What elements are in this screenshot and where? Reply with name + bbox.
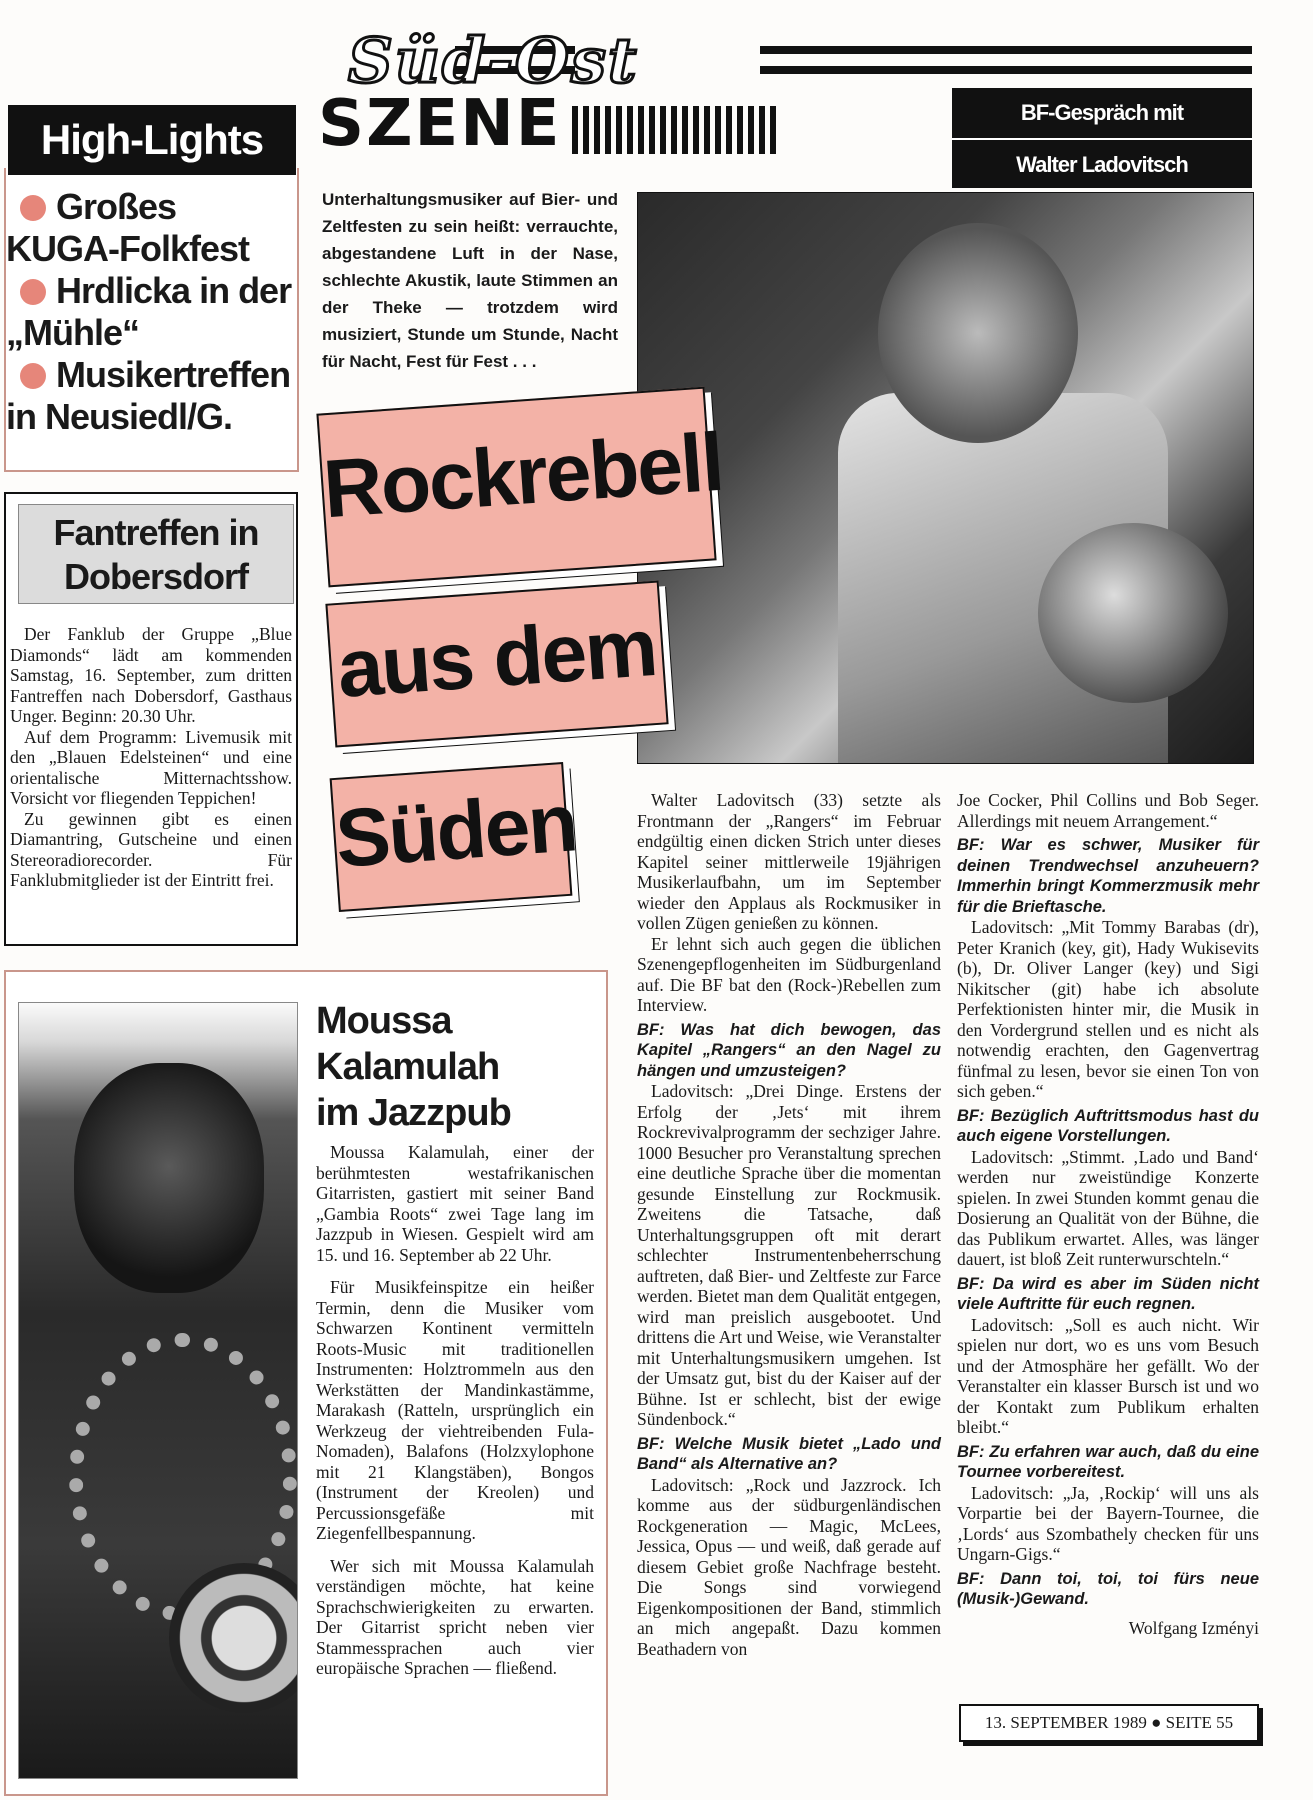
interview-question: BF: Bezüglich Auftrittsmodus hast du auch eigene Vorstellungen. (957, 1106, 1259, 1145)
moussa-photo (18, 1002, 298, 1779)
highlight-item: Hrdlicka in der „Mühle“ (6, 270, 292, 353)
bullet-dot-icon (20, 363, 46, 389)
fantreffen-paragraph: Auf dem Programm: Livemusik mit den „Blauen Edelsteinen“ und eine orientalische Mitternachtsshow. Vorsicht vor fliegenden Teppichen! (10, 726, 292, 808)
interview-header-line2: Walter Ladovitsch (952, 138, 1252, 190)
interview-question: BF: Was hat dich bewogen, das Kapitel „Rangers“ an den Nagel zu hängen und umzusteigen? (637, 1020, 941, 1080)
fantreffen-text (10, 624, 292, 891)
fantreffen-headline: Fantreffen in Dobersdorf (18, 504, 294, 604)
article-paragraph: Walter Ladovitsch (33) setzte als Frontmann der „Rangers“ im Februar endgültig einen dicken Strich unter dieses Kapitel seiner mittlerweile 19jährigen Musikerlaufbahn, um im September wieder den Applaus als Rockmusiker in vollen Zügen genießen zu können. (637, 790, 941, 933)
interview-answer: Ladovitsch: „Ja, ‚Rockip‘ will uns als Vorpartie bei der Bayern-Tournee, die ‚Lords‘ aus Szombathely checken für uns Ungarn-Gigs.“ (957, 1482, 1259, 1564)
masthead-title (318, 24, 778, 161)
interview-header (952, 88, 1252, 188)
interview-answer: Ladovitsch: „Stimmt. ‚Lado und Band‘ werden nur zweistündige Konzerte spielen. In zwei Stunden kommt genau die Dosierung an Qualität von der Bühne, die das Publikum erwartet. Alles, was länger dauert, ist bloß Zeit runterwurschteln.“ (957, 1146, 1259, 1269)
interview-question: BF: Da wird es aber im Süden nicht viele Auftritte für euch regnen. (957, 1274, 1259, 1313)
interview-answer: Ladovitsch: „Rock und Jazzrock. Ich komme aus der südburgenländischen Rockgeneration — Magic, McLees, Jessica, Opus — und weiß, daß gerade auf diesem Gebiet große Nachfrage besteht. Die Songs sind vorwiegend Eigenkompositionen der Band, stimmlich an mich angepaßt. Dazu kommen Beathadern von (637, 1474, 941, 1659)
interview-answer: Ladovitsch: „Soll es auch nicht. Wir spielen nur dort, wo es uns vom Besuch und der Atmosphäre her gefällt. Wo der Veranstalter ein klasser Bursch ist und wo der Kontakt zum Publikum erhalten bleibt.“ (957, 1314, 1259, 1437)
moussa-headline-line: Moussa (316, 1000, 452, 1042)
highlights-header: High-Lights (8, 105, 296, 175)
highlights-list (6, 186, 297, 438)
interview-question: BF: Dann toi, toi, toi fürs neue (Musik-)Gewand. (957, 1569, 1259, 1608)
masthead-stripes (572, 106, 776, 154)
moussa-headline (316, 998, 576, 1136)
interview-question: BF: War es schwer, Musiker für deinen Trendwechsel anzuheuern? Immerhin bringt Kommerzmusik mehr für die Brieftasche. (957, 836, 1259, 916)
article-paragraph: Joe Cocker, Phil Collins und Bob Seger. Allerdings mit neuem Arrangement.“ (957, 790, 1259, 831)
intro-text: Unterhaltungsmusiker auf Bier- und Zeltfesten zu sein heißt: verrauchte, abgestandene Luft in der Nase, schlechte Akustik, laute Stimmen an der Theke — trotzdem wird musiziert, Stunde um Stunde, Nacht für Nacht, Fest für Fest . . . (322, 190, 618, 371)
moussa-paragraph: Für Musikfeinspitze ein heißer Termin, denn die Musiker vom Schwarzen Kontinent vermitteln Roots-Music mit traditionellen Instrumenten: Holztrommeln aus den Werkstätten der Mandinkastämme, Marakash (Ratteln, ursprünglich ein Werkzeug der viehtreibenden Fula-Nomaden), Balafons (Holzxylophone mit 21 Klangstäben), Bongos (Instrument der Kreolen) und Percussionsgefäße mit Ziegenfellbespannung. (316, 1277, 594, 1543)
interview-answer: Ladovitsch: „Mit Tommy Barabas (dr), Peter Kranich (key, git), Hady Wukisevits (b), Dr. Oliver Langer (key) und Sigi Nikitscher (git) habe ich absolute Perfektionisten hinter mir, die Musik in den Vordergrund stellen und es nicht als notwendig erachten, den Gagenvertrag fünfmal zu lesen, bevor sie einen Ton von sich geben.“ (957, 917, 1259, 1101)
masthead-title-bottom: SZENE (318, 87, 562, 161)
article-paragraph: Er lehnt sich auch gegen die üblichen Szenengepflogenheiten im Südburgenland auf. Die BF bat den (Rock-)Rebellen zum Interview. (637, 933, 941, 1015)
moussa-text (316, 1142, 594, 1679)
interview-answer: Ladovitsch: „Drei Dinge. Erstens der Erfolg der ‚Jets‘ mit ihrem Rockrevivalprogramm der sechziger Jahre. 1000 Besucher pro Veranstaltung sprechen eine deutliche Sprache über die momentan gesunde Einstellung zur Rockmusik. Zweitens die Tatsache, daß Unterhaltungsgruppen oft mit derart schlechter Instrumentenbeherrschung auftreten, daß Bier- und Zeltfeste zur Farce werden. Bietet man dem Qualität entgegen, wird man preislich ausgebootet. Und drittens die Art und Weise, wie Veranstalter mit Unterhaltungsmusikern umgehen. Ist der Umsatz gut, bist du der Kaiser auf der Bühne. Ist er schlecht, bist der ewige Sündenbock.“ (637, 1081, 941, 1429)
headline-line-1: Rockrebell (316, 387, 716, 588)
article-column-middle (637, 790, 941, 1659)
masthead-title-top: Süd-Ost (348, 24, 639, 97)
rocker-photo (637, 192, 1254, 764)
interview-question: BF: Zu erfahren war auch, daß du eine Tournee vorbereitest. (957, 1442, 1259, 1481)
highlights-box (4, 168, 299, 472)
headline-line-2: aus dem (325, 581, 668, 748)
fantreffen-paragraph: Der Fanklub der Gruppe „Blue Diamonds“ lädt am kommenden Samstag, 16. September, zum dritten Fantreffen nach Dobersdorf, Gasthaus Unger. Beginn: 20.30 Uhr. (10, 624, 292, 726)
moussa-paragraph: Moussa Kalamulah, einer der berühmtesten westafrikanischen Gitarristen, gastiert mit seiner Band „Gambia Roots“ zwei Tage lang im Jazzpub in Wiesen. Gespielt wird am 15. und 16. September ab 22 Uhr. (316, 1142, 594, 1265)
interview-header-line1: BF-Gespräch mit (1020, 100, 1184, 125)
bullet-dot-icon (20, 279, 46, 305)
masthead-rule-right-top (760, 46, 1252, 54)
fantreffen-paragraph: Zu gewinnen gibt es einen Diamantring, Gutscheine und einen Stereoradiorecorder. Für Fanklubmitglieder ist der Eintritt frei. (10, 808, 292, 890)
masthead-rule-right-mid (760, 66, 1252, 74)
moussa-headline-line: Kalamulah (316, 1046, 500, 1088)
highlight-item: Musikertreffen in Neusiedl/G. (6, 354, 291, 437)
moussa-headline-line: im Jazzpub (316, 1092, 511, 1134)
headline-line-3: Süden (330, 762, 573, 912)
interview-question: BF: Welche Musik bietet „Lado und Band“ als Alternative an? (637, 1434, 941, 1473)
moussa-paragraph: Wer sich mit Moussa Kalamulah verständigen möchte, hat keine Sprachschwierigkeiten zu erwarten. Der Gitarrist spricht neben vier Stammessprachen auch vier europäische Sprachen — fließend. (316, 1555, 594, 1678)
article-column-right (957, 790, 1259, 1638)
author-byline: Wolfgang Izményi (1128, 1617, 1259, 1638)
highlight-item: Großes KUGA-Folkfest (6, 186, 250, 269)
page-footer: 13. SEPTEMBER 1989 ● SEITE 55 (959, 1704, 1259, 1742)
bullet-dot-icon (20, 195, 46, 221)
